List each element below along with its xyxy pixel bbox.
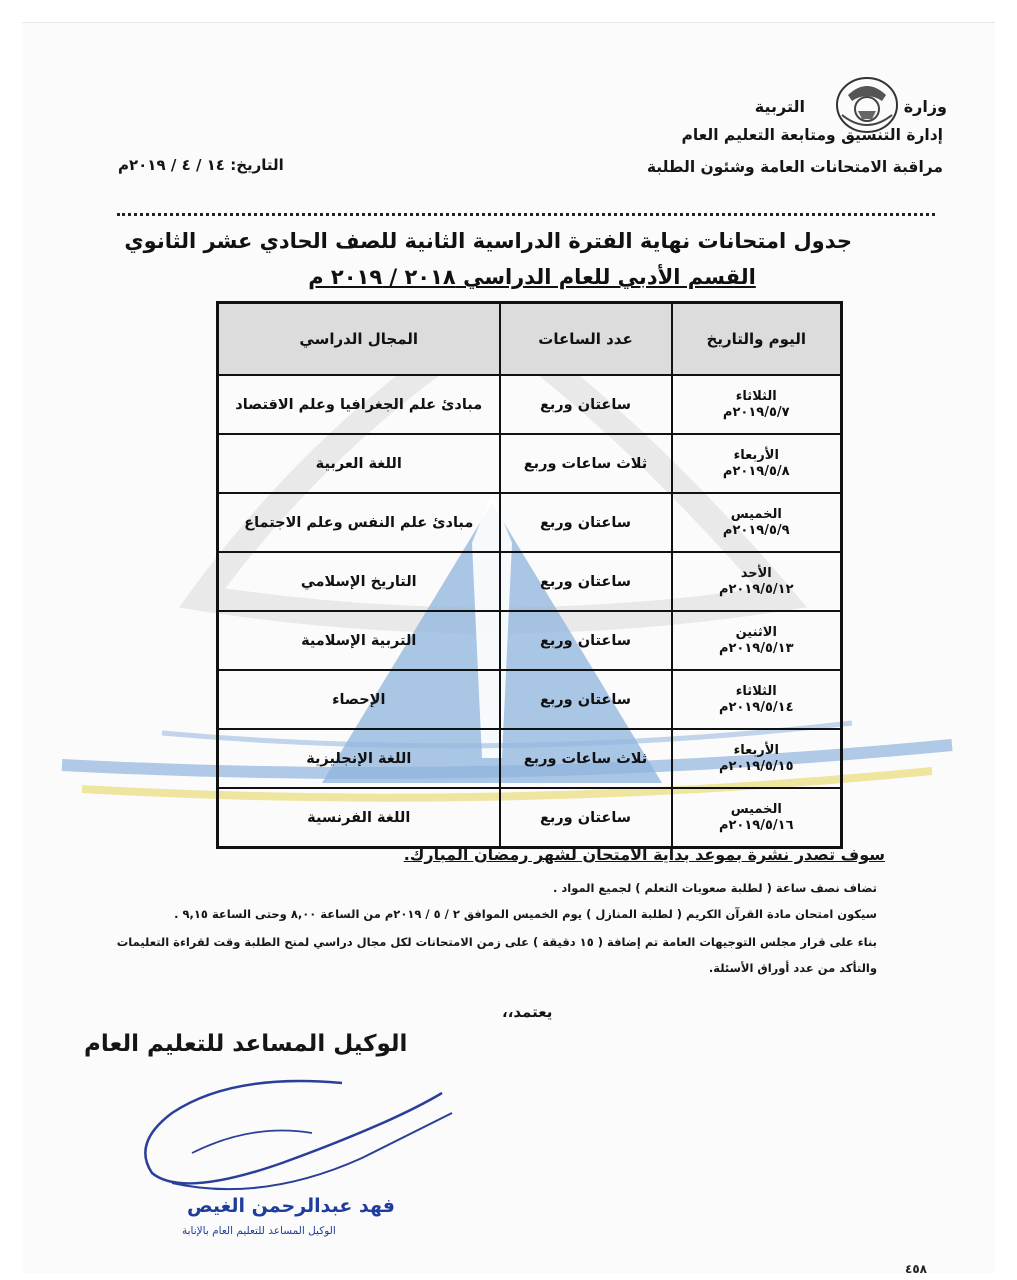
day-name: الأحد (740, 565, 772, 581)
approval-label: يعتمد،، (502, 1003, 553, 1021)
day-date-cell (672, 788, 842, 848)
day-name: الأربعاء (733, 742, 779, 758)
note-added-minutes: بناء على قرار مجلس التوجيهات العامة تم إضافة ( ١٥ دقيقة ) على زمن الامتحانات لكل مجال دراسي لمنح الطلبة وقت لقراءة التعليمات (116, 935, 877, 949)
subject-cell: مبادئ علم الجغرافيا وعلم الاقتصاد (218, 375, 500, 434)
subject-cell: اللغة الإنجليزية (218, 729, 500, 788)
hours-cell: ثلاث ساعات وربع (500, 729, 672, 788)
document-subtitle: القسم الأدبي للعام الدراسي ٢٠١٨ / ٢٠١٩ م (308, 265, 756, 289)
subject-cell: اللغة الفرنسية (218, 788, 500, 848)
table-row (218, 729, 842, 788)
exam-date: ٢٠١٩/٥/١٤م (718, 699, 794, 715)
document-page (22, 22, 995, 1273)
signatory-name: فهد عبدالرحمن الغيص (187, 1195, 395, 1217)
exam-date: ٢٠١٩/٥/٧م (722, 404, 790, 420)
ministry-label: وزارة (903, 97, 947, 116)
table-row (218, 670, 842, 729)
day-name: الخميس (730, 506, 782, 522)
table-row (218, 552, 842, 611)
hours-cell: ساعتان وربع (500, 493, 672, 552)
ramadan-note: سوف تصدر نشرة بموعد بداية الامتحان لشهر رمضان المبارك. (403, 845, 885, 864)
exam-date: ٢٠١٩/٥/١٦م (718, 817, 794, 833)
document-title: جدول امتحانات نهاية الفترة الدراسية الثانية للصف الحادي عشر الثانوي (124, 229, 852, 253)
table-row (218, 434, 842, 493)
exam-date: ٢٠١٩/٥/١٢م (718, 581, 794, 597)
table-header-row (218, 303, 842, 376)
exam-date: ٢٠١٩/٥/٩م (722, 522, 790, 538)
table-row (218, 788, 842, 848)
header-subject: المجال الدراسي (218, 303, 500, 376)
subject-cell: التاريخ الإسلامي (218, 552, 500, 611)
document-date: التاريخ: ١٤ / ٤ / ٢٠١٩م (118, 156, 284, 174)
header-divider (117, 213, 935, 216)
signature-icon (112, 1063, 472, 1213)
page-mark: ٤٥٨ (905, 1262, 927, 1276)
note-question-pages: والتأكد من عدد أوراق الأسئلة. (708, 961, 877, 975)
subject-cell: التربية الإسلامية (218, 611, 500, 670)
header-day-date: اليوم والتاريخ (672, 303, 842, 376)
office-name: مراقبة الامتحانات العامة وشئون الطلبة (646, 158, 943, 176)
exam-date: ٢٠١٩/٥/١٥م (718, 758, 794, 774)
hours-cell: ساعتان وربع (500, 788, 672, 848)
day-date-cell (672, 375, 842, 434)
hours-cell: ساعتان وربع (500, 611, 672, 670)
hours-cell: ساعتان وربع (500, 670, 672, 729)
day-date-cell (672, 434, 842, 493)
exam-schedule-table (216, 301, 843, 849)
day-date-cell (672, 552, 842, 611)
day-name: الخميس (730, 801, 782, 817)
day-date-cell (672, 611, 842, 670)
subject-cell: الإحصاء (218, 670, 500, 729)
table-row (218, 611, 842, 670)
day-name: الثلاثاء (735, 388, 777, 404)
table-row (218, 493, 842, 552)
table-row (218, 375, 842, 434)
signatory-title: الوكيل المساعد للتعليم العام (84, 1031, 408, 1057)
day-date-cell (672, 493, 842, 552)
header-hours: عدد الساعات (500, 303, 672, 376)
day-date-cell (672, 729, 842, 788)
note-extra-time: تضاف نصف ساعة ( لطلبة صعوبات التعلم ) لجميع المواد . (553, 881, 877, 895)
subject-cell: مبادئ علم النفس وعلم الاجتماع (218, 493, 500, 552)
day-date-cell (672, 670, 842, 729)
hours-cell: ساعتان وربع (500, 552, 672, 611)
exam-date: ٢٠١٩/٥/١٣م (718, 640, 794, 656)
hours-cell: ساعتان وربع (500, 375, 672, 434)
ministry-name: التربية (754, 97, 805, 116)
note-quran-exam: سيكون امتحان مادة القرآن الكريم ( لطلبة المنازل ) يوم الخميس الموافق ٢ / ٥ / ٢٠١٩م من الساعة ٨,٠٠ وحتى الساعة ٩,١٥ . (174, 907, 877, 921)
hours-cell: ثلاث ساعات وربع (500, 434, 672, 493)
subject-cell: اللغة العربية (218, 434, 500, 493)
day-name: الثلاثاء (735, 683, 777, 699)
day-name: الاثنين (735, 624, 777, 640)
day-name: الأربعاء (733, 447, 779, 463)
signatory-role: الوكيل المساعد للتعليم العام بالإنابة (182, 1225, 336, 1237)
exam-date: ٢٠١٩/٥/٨م (722, 463, 790, 479)
department-name: إدارة التنسيق ومتابعة التعليم العام (681, 126, 943, 144)
